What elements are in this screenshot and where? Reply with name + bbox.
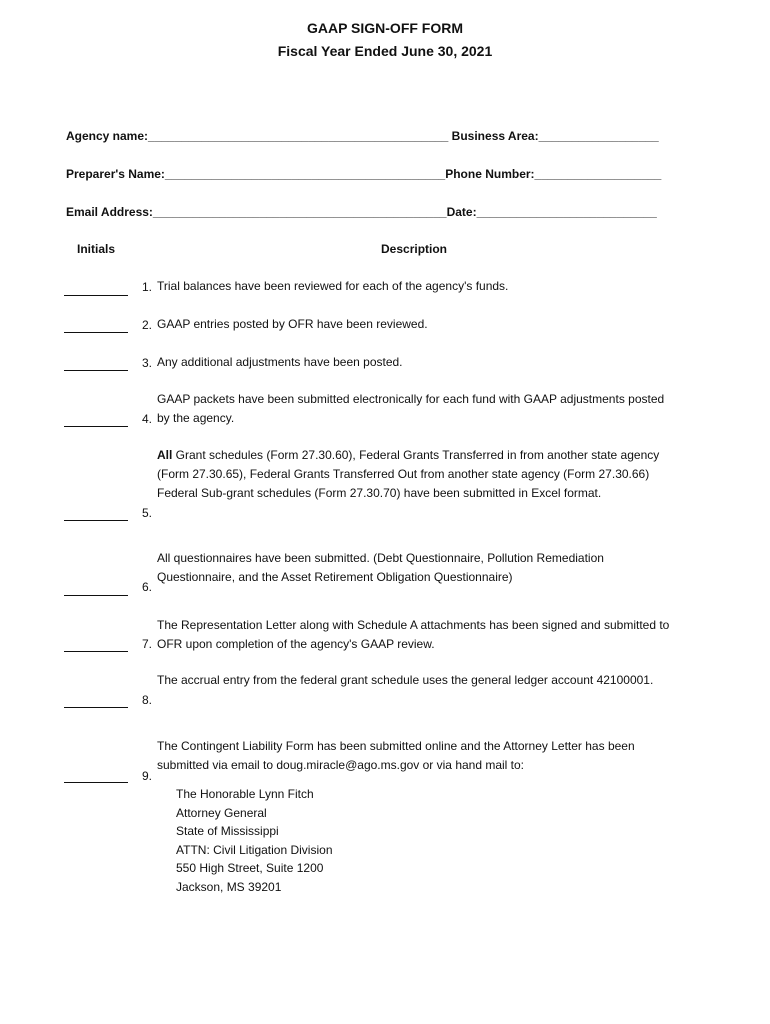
initials-line-5[interactable] [64,520,128,521]
address-line-4: ATTN: Civil Litigation Division [176,842,333,857]
item-number-8: 8. [142,693,153,707]
address-line-5: 550 High Street, Suite 1200 [176,861,324,876]
item-description-8: The accrual entry from the federal grant schedule uses the general ledger account 42100001. [157,673,654,687]
item-description-4: GAAP packets have been submitted electronically for each fund with GAAP adjustments posted by the agency. [157,392,665,425]
item-description-5 [157,446,677,503]
initials-line-2[interactable] [64,332,128,333]
initials-column-header: Initials [77,242,116,256]
item-number-9: 9. [142,769,153,783]
description-column-header: Description [381,242,448,256]
initials-line-3[interactable] [64,370,128,371]
address-line-2: Attorney General [176,805,267,820]
item-number-4: 4. [142,412,153,426]
item-5-text: Grant schedules (Form 27.30.60), Federal Grants Transferred in from another state agency (Form 27.30.65), Federal Grants Transferred Out from another state agency (Form 27.30.66) Federal Sub-grant schedules (Form 27.30.70) have been submitted in Excel format. [157,448,660,500]
item-number-7: 7. [142,637,153,651]
agency-name-field[interactable]: Agency name:_____________________________________________ Business Area:__________________ [66,129,659,143]
preparer-name-field[interactable]: Preparer's Name:__________________________________________Phone Number:___________________ [66,167,662,181]
address-line-3: State of Mississippi [176,824,279,839]
initials-line-6[interactable] [64,595,128,596]
item-number-5: 5. [142,506,153,520]
form-subtitle: Fiscal Year Ended June 30, 2021 [277,43,493,59]
item-number-1: 1. [142,280,153,294]
item-number-2: 2. [142,318,153,332]
initials-line-4[interactable] [64,426,128,427]
item-description-1: Trial balances have been reviewed for each of the agency's funds. [157,279,509,293]
address-line-6: Jackson, MS 39201 [176,879,282,894]
item-description-6: All questionnaires have been submitted. (Debt Questionnaire, Pollution Remediation Questionnaire, and the Asset Retirement Obligation Questionnaire) [157,551,604,584]
address-line-1: The Honorable Lynn Fitch [176,787,314,801]
item-number-6: 6. [142,580,153,594]
item-description-3: Any additional adjustments have been posted. [157,355,403,369]
item-description-9: The Contingent Liability Form has been submitted online and the Attorney Letter has been submitted via email to doug.miracle@ago.ms.gov or via hand mail to: [157,739,635,772]
email-address-field[interactable]: Email Address:____________________________________________Date:___________________________ [66,205,657,219]
item-number-3: 3. [142,356,153,370]
mailing-address [176,785,333,897]
initials-line-8[interactable] [64,707,128,708]
item-description-7: The Representation Letter along with Schedule A attachments has been signed and submitted to OFR upon completion of the agency's GAAP review. [157,618,670,651]
item-description-2: GAAP entries posted by OFR have been reviewed. [157,317,428,331]
initials-line-7[interactable] [64,651,128,652]
initials-line-1[interactable] [64,295,128,296]
form-title: GAAP SIGN-OFF FORM [306,20,464,36]
initials-line-9[interactable] [64,782,128,783]
item-5-emphasis: All [157,448,173,462]
